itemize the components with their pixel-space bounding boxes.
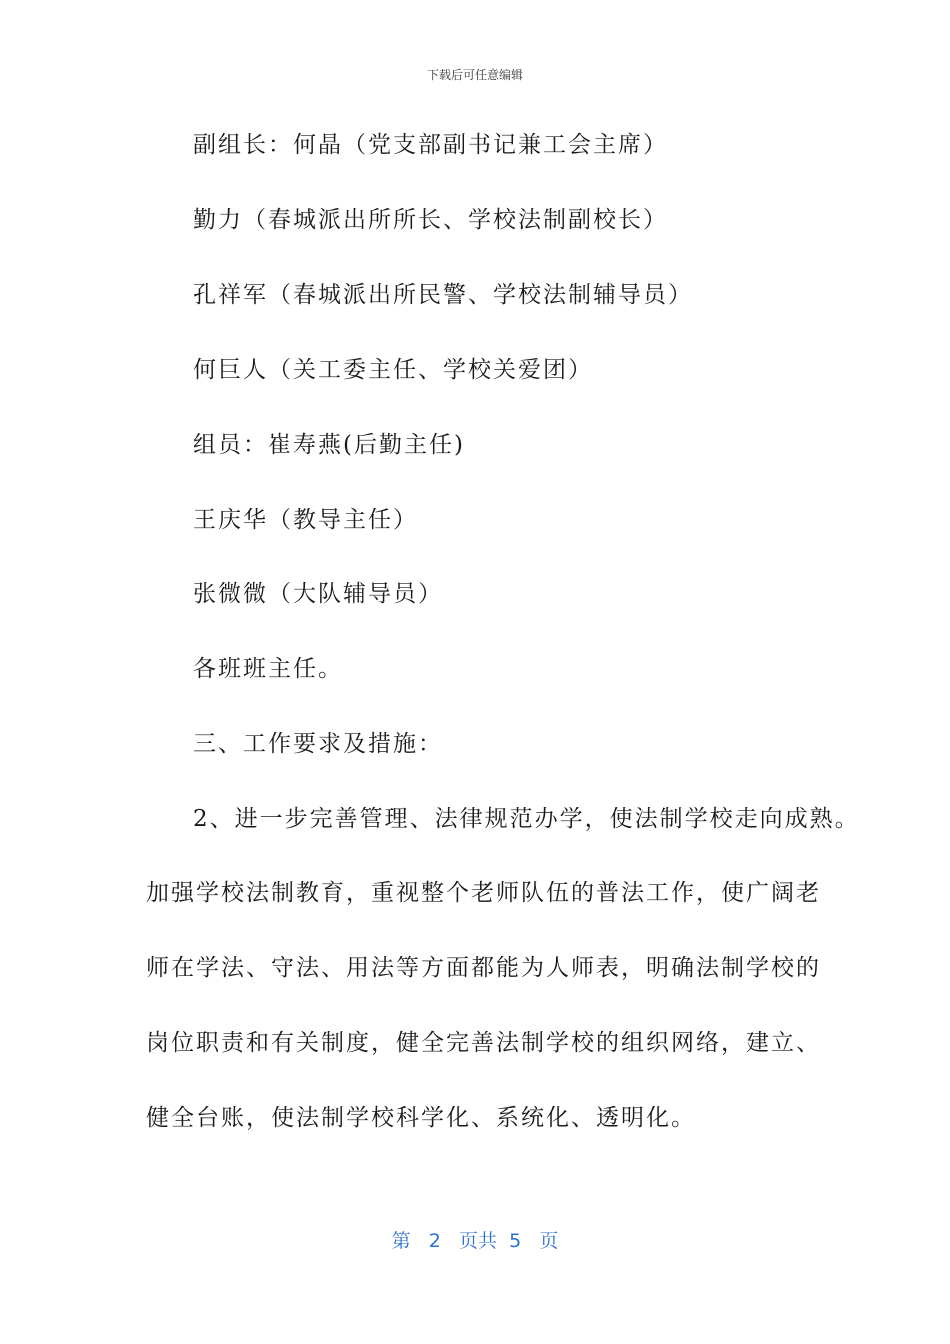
paragraph-line: 健全台账，使法制学校科学化、系统化、透明化。: [146, 1105, 696, 1131]
header-note: 下载后可任意编辑: [426, 68, 523, 82]
text-line: 各班班主任。: [193, 656, 343, 682]
total-pages-number: 5: [509, 1230, 522, 1252]
text-line: 组员：崔寿燕(后勤主任): [193, 432, 465, 458]
paragraph-line: 师在学法、守法、用法等方面都能为人师表，明确法制学校的: [146, 955, 821, 981]
paragraph-first-line: 2、进一步完善管理、法律规范办学，使法制学校走向成熟。: [193, 806, 860, 832]
text-line: 王庆华（教导主任）: [193, 507, 418, 533]
paragraph-line: 加强学校法制教育，重视整个老师队伍的普法工作，使广阔老: [146, 880, 821, 906]
footer-suffix: 页: [539, 1230, 559, 1252]
page-footer: [0, 1226, 950, 1253]
footer-prefix: 第: [391, 1230, 411, 1252]
text-line: 勤力（春城派出所所长、学校法制副校长）: [193, 207, 668, 233]
section-heading: 三、工作要求及措施：: [193, 731, 443, 757]
current-page-number: 2: [428, 1230, 441, 1252]
text-line: 孔祥军（春城派出所民警、学校法制辅导员）: [193, 282, 693, 308]
footer-middle: 页共: [459, 1230, 498, 1252]
text-line: 张微微（大队辅导员）: [193, 581, 443, 607]
paragraph-line: 岗位职责和有关制度，健全完善法制学校的组织网络，建立、: [146, 1030, 821, 1056]
text-line: 何巨人（关工委主任、学校关爱团）: [193, 357, 593, 383]
text-line: 副组长：何晶（党支部副书记兼工会主席）: [193, 132, 668, 158]
